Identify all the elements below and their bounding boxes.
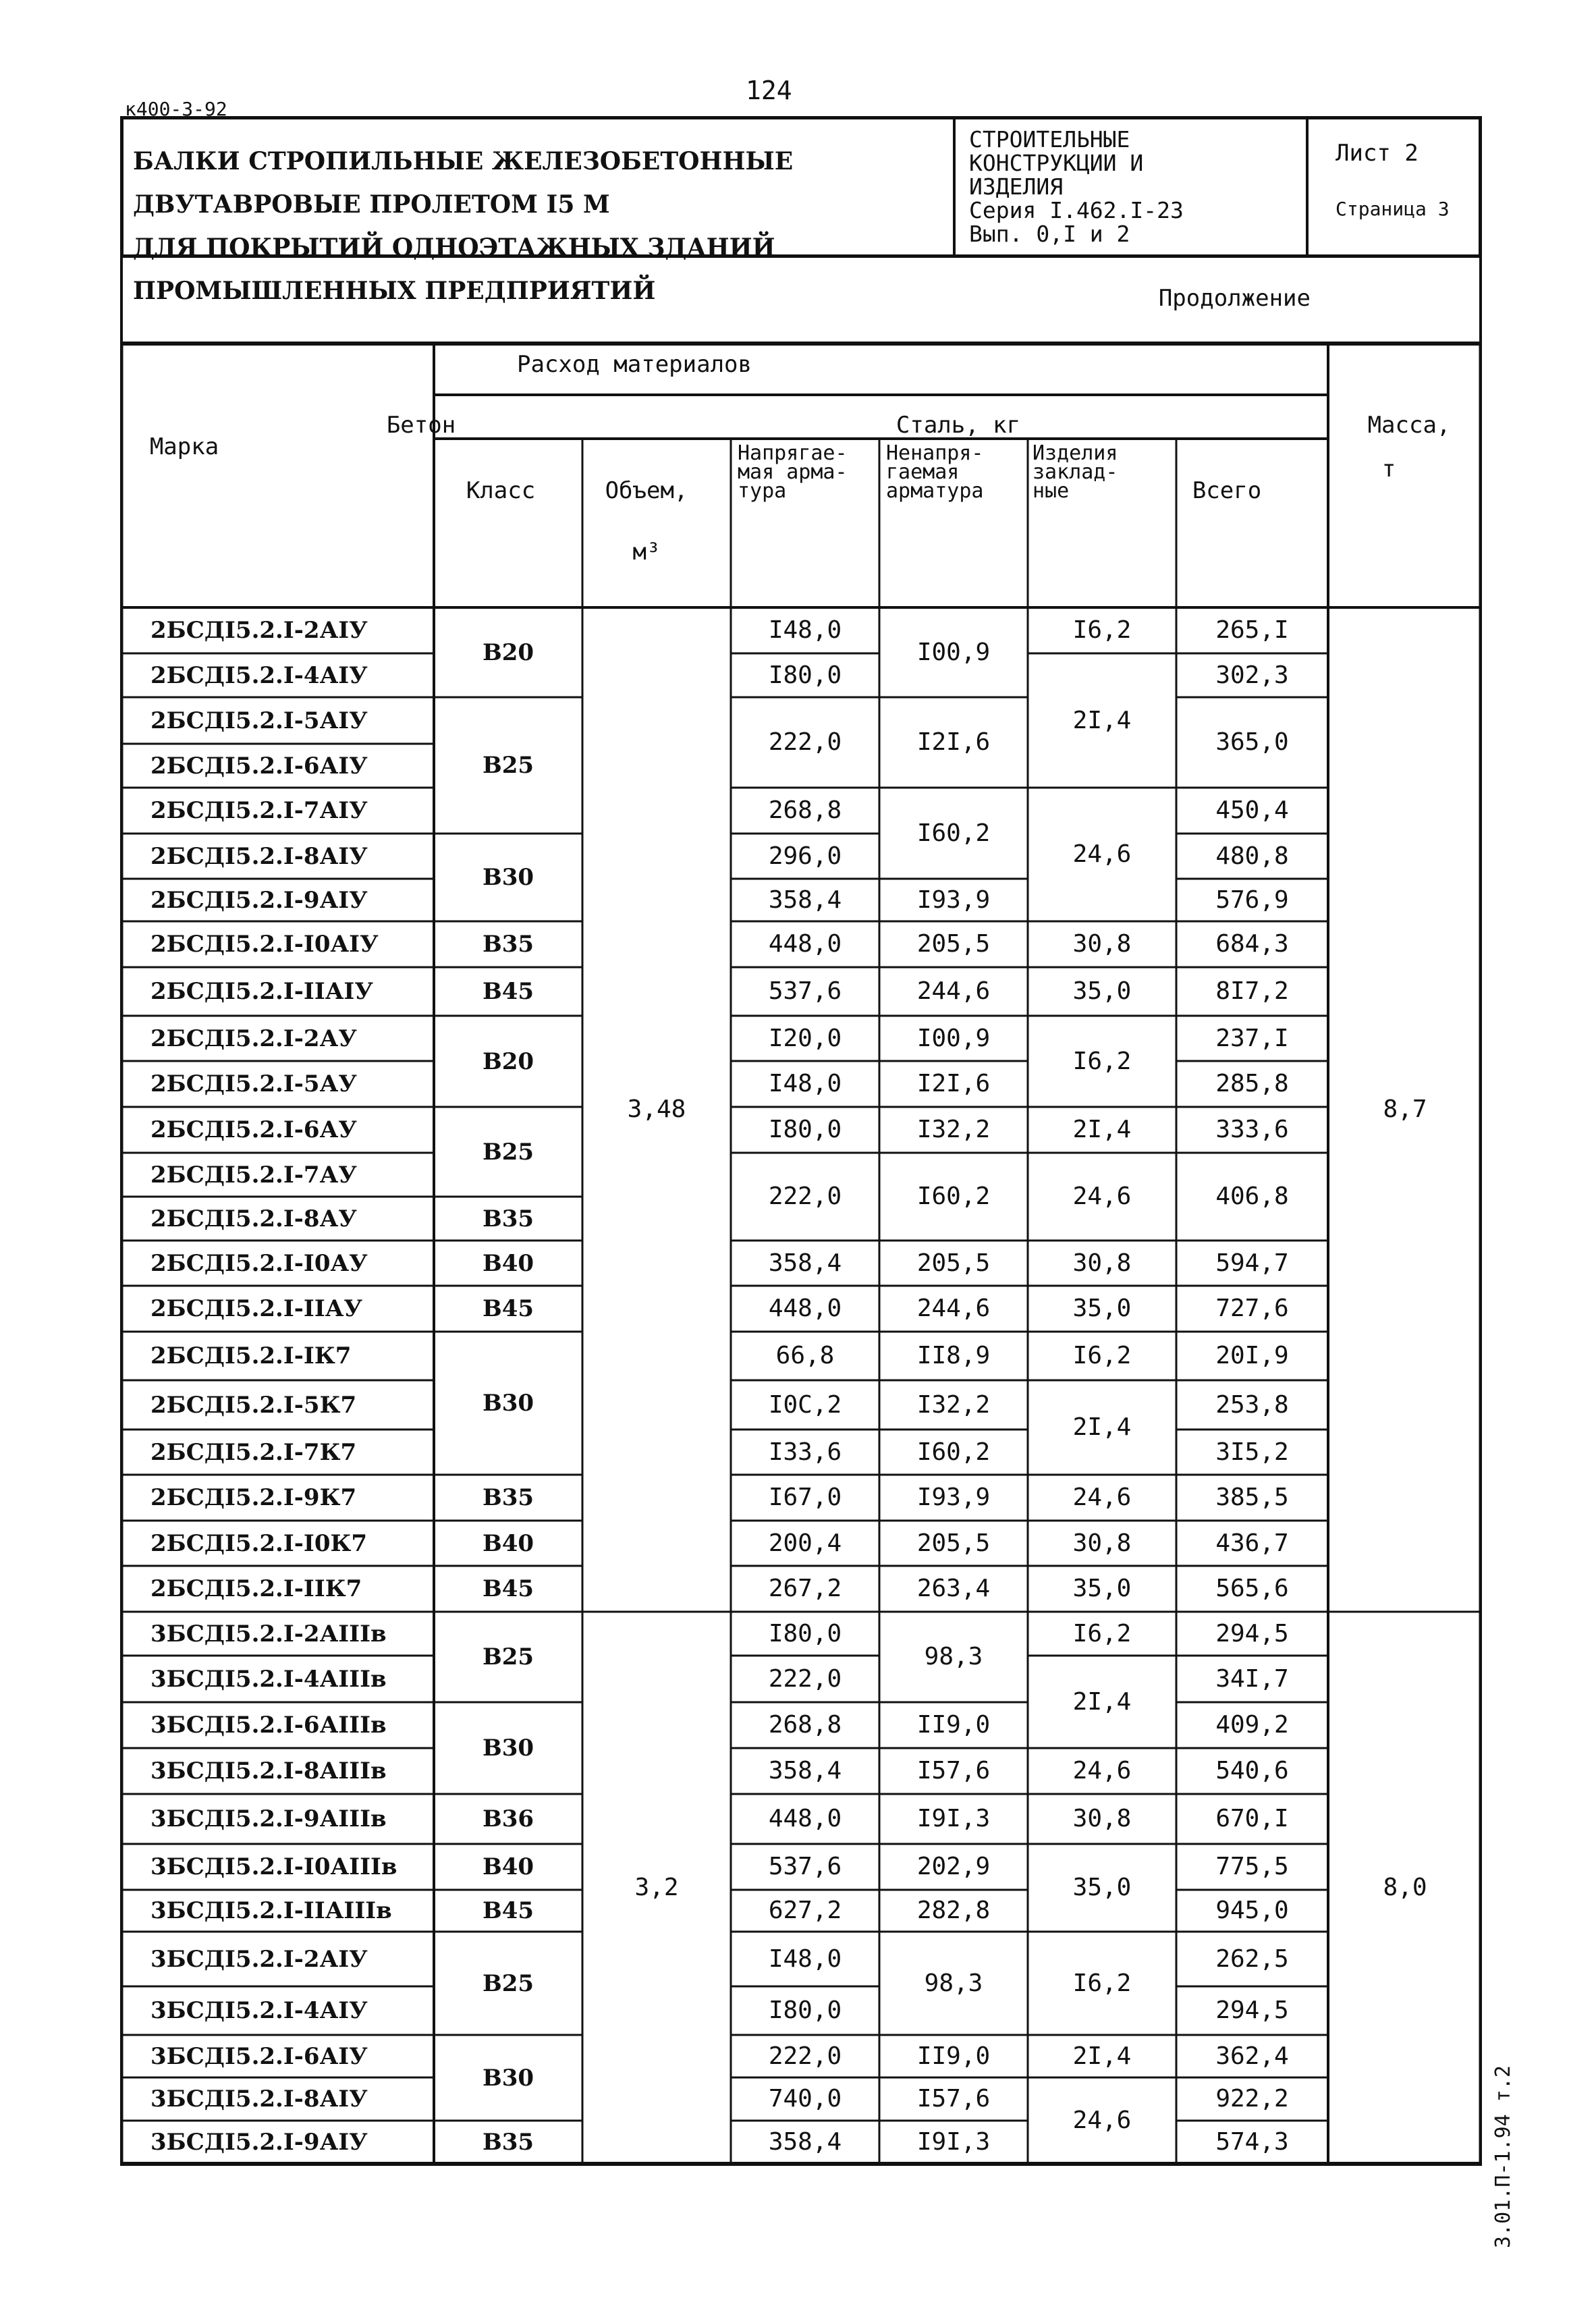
nonprestressed-cell: 98,3 [924, 1643, 983, 1670]
header-concrete: Бетон [386, 412, 456, 439]
header-materials: Расход материалов [517, 351, 752, 378]
header-class: Класс [466, 477, 536, 504]
prestressed-cell: 358,4 [768, 1249, 842, 1277]
mark-cell: 2БСДI5.2.I-5АIУ [150, 707, 368, 734]
mark-cell: 2БСДI5.2.I-6АУ [150, 1116, 357, 1143]
mark-cell: 3БСДI5.2.I-8АIIIв [150, 1758, 387, 1785]
class-cell: В45 [482, 1575, 534, 1602]
total-cell: 294,5 [1215, 1619, 1289, 1648]
total-cell: 262,5 [1215, 1944, 1289, 1973]
mark-cell: 3БСДI5.2.I-4АIIIв [150, 1665, 387, 1693]
total-cell: 406,8 [1215, 1182, 1289, 1210]
class-cell: В25 [482, 1969, 534, 1997]
nonprestressed-cell: I60,2 [916, 1438, 991, 1466]
total-cell: 253,8 [1215, 1390, 1289, 1419]
materials-table [120, 344, 1482, 2214]
header-mass: Масса, [1367, 412, 1451, 439]
nonprestressed-cell: I32,2 [916, 1116, 991, 1143]
mark-cell: 3БСДI5.2.I-4АIУ [150, 1997, 368, 2024]
page-label: Страница 3 [1336, 198, 1450, 220]
embedded-cell: 24,6 [1072, 1484, 1132, 1511]
nonprestressed-cell: I2I,6 [916, 1070, 991, 1097]
class-cell: В36 [482, 1805, 534, 1832]
total-cell: 727,6 [1215, 1295, 1289, 1322]
mark-cell: 3БСДI5.2.I-I0АIIIв [150, 1853, 397, 1880]
prestressed-cell: 268,8 [768, 796, 842, 824]
mark-cell: 2БСДI5.2.I-I0К7 [150, 1529, 368, 1557]
header-mass-unit: т [1381, 456, 1396, 483]
prestressed-cell: 296,0 [768, 842, 842, 870]
nonprestressed-cell: I9I,3 [916, 2128, 991, 2156]
nonprestressed-cell: I57,6 [916, 2085, 991, 2113]
class-cell: В20 [482, 1047, 534, 1075]
embedded-cell: 30,8 [1072, 930, 1132, 958]
prestressed-cell: 448,0 [768, 930, 842, 958]
mark-cell: 3БСДI5.2.I-2АIIIв [150, 1620, 387, 1648]
mark-cell: 2БСДI5.2.I-5К7 [150, 1391, 357, 1419]
mark-cell: 2БСДI5.2.I-6АIУ [150, 752, 368, 780]
total-cell: 237,I [1215, 1024, 1289, 1052]
embedded-cell: I6,2 [1072, 1969, 1132, 1997]
class-cell: В25 [482, 1643, 534, 1670]
mass-cell: 8,0 [1383, 1874, 1427, 1901]
class-cell: В25 [482, 1138, 534, 1166]
series-line-1: СТРОИТЕЛЬНЫЕ [969, 126, 1130, 153]
series-line-4: Серия I.462.I-23 [969, 197, 1184, 223]
mark-cell: 2БСДI5.2.I-2АIУ [150, 617, 368, 644]
title-line-2: ДЛЯ ПОКРЫТИЙ ОДНОЭТАЖНЫХ ЗДАНИЙ ПРОМЫШЛЕННЫХ ПРЕДПРИЯТИЙ [133, 234, 775, 305]
class-cell: В40 [482, 1249, 534, 1277]
embedded-cell: 35,0 [1072, 1575, 1132, 1602]
prestressed-cell: 268,8 [768, 1711, 842, 1739]
mark-cell: 2БСДI5.2.I-4АIУ [150, 661, 368, 689]
sheet-cell [1309, 119, 1479, 254]
nonprestressed-cell: 98,3 [924, 1969, 983, 1997]
total-cell: 34I,7 [1215, 1664, 1289, 1693]
prestressed-cell: 222,0 [768, 2042, 842, 2070]
class-cell: В40 [482, 1529, 534, 1557]
total-cell: 362,4 [1215, 2042, 1289, 2070]
header-embedded: Изделия заклад- ные [1033, 441, 1118, 503]
nonprestressed-cell: I2I,6 [916, 728, 991, 756]
prestressed-cell: 222,0 [768, 728, 842, 756]
mark-cell: 3БСДI5.2.I-6АIIIв [150, 1712, 387, 1739]
embedded-cell: 30,8 [1072, 1249, 1132, 1277]
series-cell [956, 119, 1309, 254]
volume-cell: 3,2 [634, 1874, 679, 1901]
sheet-label: Лист 2 [1336, 140, 1419, 167]
mark-cell: 2БСДI5.2.I-9К7 [150, 1484, 357, 1511]
embedded-cell: I6,2 [1072, 616, 1132, 644]
prestressed-cell: 358,4 [768, 2128, 842, 2156]
mark-cell: 2БСДI5.2.I-IК7 [150, 1342, 352, 1369]
class-cell: В35 [482, 931, 534, 958]
continuation-label: Продолжение [1158, 285, 1311, 312]
class-cell: В20 [482, 638, 534, 666]
mark-cell: 3БСДI5.2.I-9АIIIв [150, 1805, 387, 1832]
prestressed-cell: 358,4 [768, 1757, 842, 1785]
class-cell: В25 [482, 752, 534, 779]
nonprestressed-cell: I60,2 [916, 1182, 991, 1210]
mark-cell: 3БСДI5.2.I-9АIУ [150, 2129, 368, 2156]
total-cell: 540,6 [1215, 1757, 1289, 1785]
mark-cell: 3БСДI5.2.I-2АIУ [150, 1945, 368, 1973]
prestressed-cell: 537,6 [768, 1853, 842, 1880]
nonprestressed-cell: 205,5 [916, 930, 991, 958]
total-cell: 594,7 [1215, 1249, 1289, 1277]
nonprestressed-cell: I93,9 [916, 886, 991, 914]
prestressed-cell: 448,0 [768, 1805, 842, 1832]
title-cell [123, 119, 956, 305]
class-cell: В35 [482, 1484, 534, 1511]
mark-cell: 2БСДI5.2.I-9АIУ [150, 886, 368, 914]
total-cell: 436,7 [1215, 1529, 1289, 1557]
header-volume: Объем, [605, 477, 688, 504]
class-cell: В30 [482, 864, 534, 891]
nonprestressed-cell: 244,6 [916, 977, 991, 1005]
document-id: к400-3-92 [125, 98, 227, 120]
total-cell: 333,6 [1215, 1116, 1289, 1143]
nonprestressed-cell: II9,0 [916, 2042, 991, 2070]
total-cell: 574,3 [1215, 2128, 1289, 2156]
total-cell: 265,I [1215, 616, 1289, 644]
class-cell: В35 [482, 1205, 534, 1232]
prestressed-cell: I0C,2 [768, 1390, 842, 1419]
prestressed-cell: 222,0 [768, 1182, 842, 1210]
mark-cell: 2БСДI5.2.I-7К7 [150, 1438, 357, 1466]
prestressed-cell: I80,0 [768, 1619, 842, 1648]
nonprestressed-cell: I93,9 [916, 1484, 991, 1511]
mass-cell: 8,7 [1383, 1095, 1427, 1123]
nonprestressed-cell: I60,2 [916, 819, 991, 847]
embedded-cell: 2I,4 [1072, 1687, 1132, 1716]
nonprestressed-cell: I00,9 [916, 1024, 991, 1052]
series-line-5: Вып. 0,I и 2 [969, 221, 1130, 247]
prestressed-cell: I48,0 [768, 1070, 842, 1097]
nonprestressed-cell: II9,0 [916, 1711, 991, 1739]
header-total: Всего [1192, 477, 1262, 504]
embedded-cell: 30,8 [1072, 1529, 1132, 1557]
mark-cell: 2БСДI5.2.I-I0АIУ [150, 931, 379, 958]
class-cell: В45 [482, 978, 534, 1005]
total-cell: 576,9 [1215, 886, 1289, 914]
nonprestressed-cell: 205,5 [916, 1529, 991, 1557]
header-steel: Сталь, кг [896, 412, 1021, 439]
total-cell: 365,0 [1215, 728, 1289, 756]
total-cell: 945,0 [1215, 1897, 1289, 1924]
nonprestressed-cell: I9I,3 [916, 1805, 991, 1832]
total-cell: 565,6 [1215, 1575, 1289, 1602]
embedded-cell: 24,6 [1072, 2106, 1132, 2134]
prestressed-cell: 740,0 [768, 2085, 842, 2113]
nonprestressed-cell: 244,6 [916, 1295, 991, 1322]
embedded-cell: 2I,4 [1072, 1413, 1132, 1441]
total-cell: 775,5 [1215, 1853, 1289, 1880]
total-cell: 922,2 [1215, 2085, 1289, 2113]
nonprestressed-cell: 202,9 [916, 1853, 991, 1880]
mark-cell: 2БСДI5.2.I-7АУ [150, 1161, 357, 1189]
mark-cell: 3БСДI5.2.I-6АIУ [150, 2042, 368, 2070]
embedded-cell: 35,0 [1072, 1874, 1132, 1901]
mark-cell: 2БСДI5.2.I-2АУ [150, 1025, 357, 1052]
total-cell: 285,8 [1215, 1070, 1289, 1097]
prestressed-cell: I33,6 [768, 1438, 842, 1466]
mark-cell: 3БСДI5.2.I-8АIУ [150, 2086, 368, 2113]
header-prestressed: Напрягае- мая арма- тура [738, 441, 848, 503]
total-cell: 670,I [1215, 1805, 1289, 1832]
series-line-2: КОНСТРУКЦИИ И [969, 150, 1144, 176]
total-cell: 480,8 [1215, 842, 1289, 870]
mark-cell: 2БСДI5.2.I-8АУ [150, 1205, 357, 1232]
total-cell: 302,3 [1215, 661, 1289, 689]
prestressed-cell: I80,0 [768, 1996, 842, 2024]
prestressed-cell: 627,2 [768, 1897, 842, 1924]
embedded-cell: 24,6 [1072, 840, 1132, 868]
class-cell: В30 [482, 1390, 534, 1417]
header-mark: Марка [149, 433, 219, 460]
series-line-3: ИЗДЕЛИЯ [969, 173, 1064, 200]
prestressed-cell: 448,0 [768, 1295, 842, 1322]
prestressed-cell: 537,6 [768, 977, 842, 1005]
prestressed-cell: 66,8 [775, 1342, 835, 1369]
total-cell: 3I5,2 [1215, 1438, 1289, 1466]
embedded-cell: 2I,4 [1072, 706, 1132, 734]
total-cell: 409,2 [1215, 1711, 1289, 1739]
class-cell: В45 [482, 1295, 534, 1322]
class-cell: В45 [482, 1897, 534, 1924]
class-cell: В40 [482, 1853, 534, 1880]
embedded-cell: I6,2 [1072, 1342, 1132, 1369]
prestressed-cell: I67,0 [768, 1484, 842, 1511]
prestressed-cell: 358,4 [768, 886, 842, 914]
mark-cell: 2БСДI5.2.I-IIАIУ [150, 978, 373, 1005]
mark-cell: 2БСДI5.2.I-I0АУ [150, 1249, 368, 1277]
embedded-cell: 24,6 [1072, 1757, 1132, 1785]
total-cell: 385,5 [1215, 1484, 1289, 1511]
prestressed-cell: 267,2 [768, 1575, 842, 1602]
title-line-1: БАЛКИ СТРОПИЛЬНЫЕ ЖЕЛЕЗОБЕТОННЫЕ ДВУТАВРОВЫЕ ПРОЛЕТОМ I5 М [133, 147, 794, 219]
nonprestressed-cell: II8,9 [916, 1342, 991, 1369]
volume-cell: 3,48 [627, 1095, 686, 1123]
embedded-cell: I6,2 [1072, 1619, 1132, 1648]
prestressed-cell: I80,0 [768, 661, 842, 689]
mark-cell: 2БСДI5.2.I-5АУ [150, 1070, 357, 1097]
embedded-cell: 2I,4 [1072, 1116, 1132, 1143]
nonprestressed-cell: I32,2 [916, 1390, 991, 1419]
side-code: 3.01.П-1.94 т.2 [1491, 2065, 1515, 2248]
embedded-cell: 2I,4 [1072, 2042, 1132, 2070]
header-volume-unit: м³ [632, 539, 661, 566]
embedded-cell: I6,2 [1072, 1047, 1132, 1075]
nonprestressed-cell: 205,5 [916, 1249, 991, 1277]
total-cell: 294,5 [1215, 1996, 1289, 2024]
prestressed-cell: I48,0 [768, 1944, 842, 1973]
class-cell: В30 [482, 1735, 534, 1762]
total-cell: 450,4 [1215, 796, 1289, 824]
header-nonprestressed: Ненапря- гаемая арматура [886, 441, 984, 503]
prestressed-cell: I20,0 [768, 1024, 842, 1052]
embedded-cell: 35,0 [1072, 977, 1132, 1005]
nonprestressed-cell: I57,6 [916, 1757, 991, 1785]
prestressed-cell: I48,0 [768, 616, 842, 644]
embedded-cell: 24,6 [1072, 1182, 1132, 1210]
mark-cell: 2БСДI5.2.I-7АIУ [150, 797, 368, 824]
mark-cell: 3БСДI5.2.I-IIАIIIв [150, 1897, 392, 1924]
total-cell: 684,3 [1215, 930, 1289, 958]
embedded-cell: 35,0 [1072, 1295, 1132, 1322]
page-number: 124 [746, 76, 792, 105]
total-cell: 20I,9 [1215, 1342, 1289, 1369]
nonprestressed-cell: 282,8 [916, 1897, 991, 1924]
class-cell: В30 [482, 2064, 534, 2092]
nonprestressed-cell: I00,9 [916, 638, 991, 666]
embedded-cell: 30,8 [1072, 1805, 1132, 1832]
prestressed-cell: 200,4 [768, 1529, 842, 1557]
class-cell: В35 [482, 2129, 534, 2156]
mark-cell: 2БСДI5.2.I-IIК7 [150, 1575, 362, 1602]
total-cell: 8I7,2 [1215, 977, 1289, 1005]
prestressed-cell: 222,0 [768, 1664, 842, 1693]
prestressed-cell: I80,0 [768, 1116, 842, 1143]
nonprestressed-cell: 263,4 [916, 1575, 991, 1602]
mark-cell: 2БСДI5.2.I-IIАУ [150, 1295, 363, 1322]
continuation-banner [120, 258, 1482, 344]
mark-cell: 2БСДI5.2.I-8АIУ [150, 842, 368, 870]
